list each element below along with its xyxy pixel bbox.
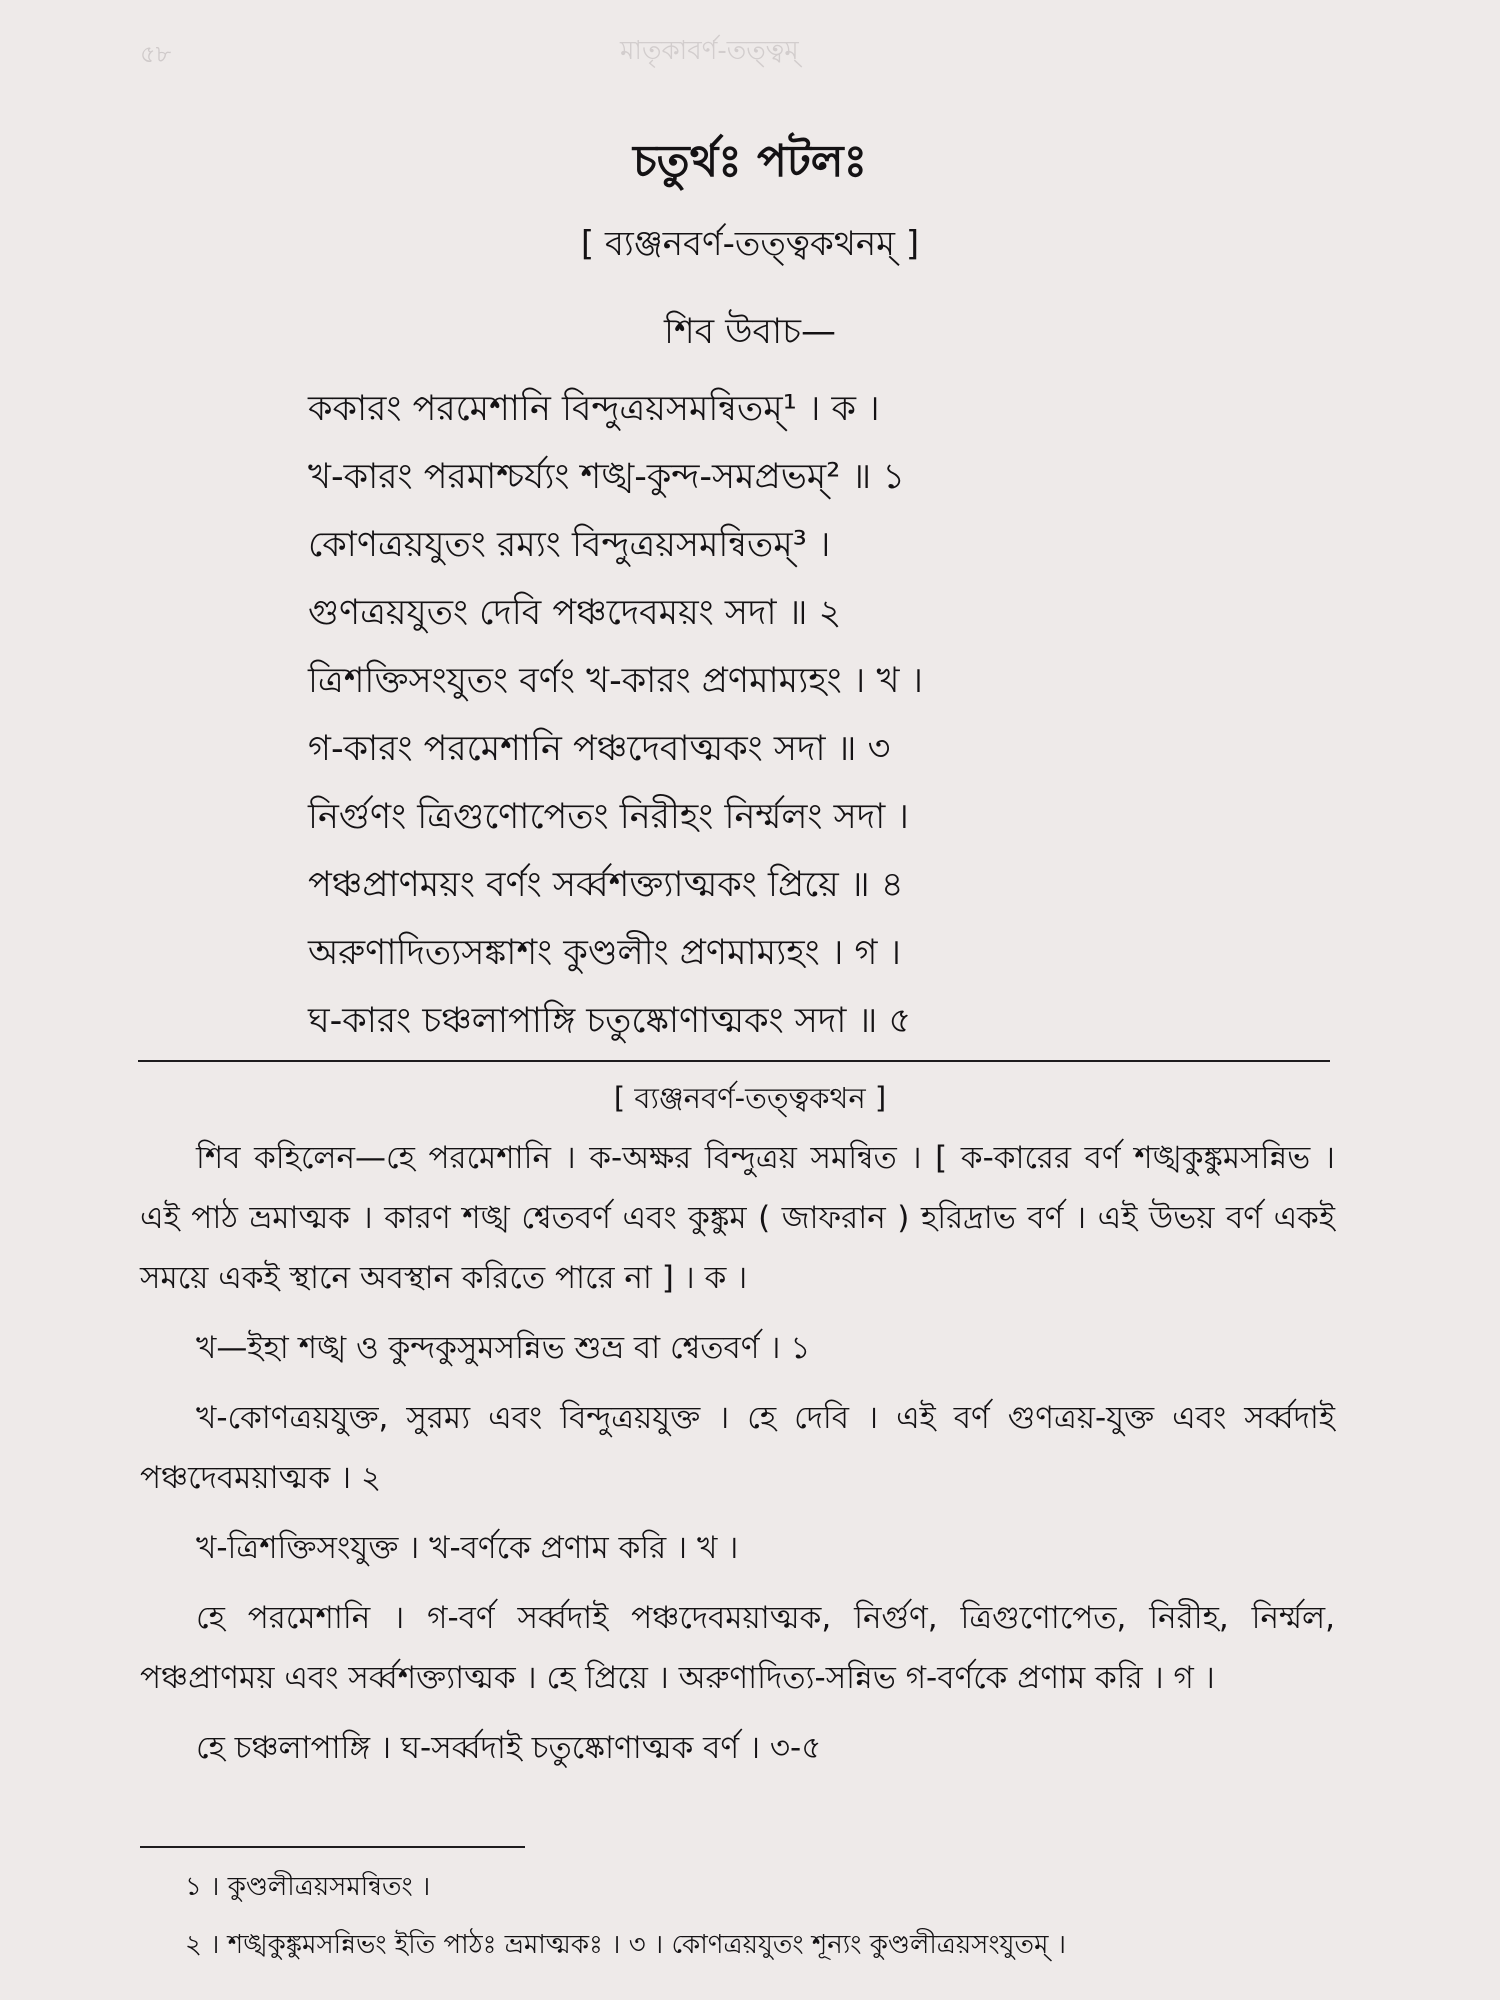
verse-line: ককারং পরমেশানি বিন্দুত্রয়সমন্বিতম্¹ । ক । [308,389,880,429]
footnote: ১ । কুণ্ডলীত্রয়সমন্বিতং । [185,1872,431,1902]
translation-heading: [ ব্যঞ্জনবর্ণ-তত্ত্বকথন ] [613,1081,887,1115]
sanskrit-verses [308,375,1428,1055]
verse-line: কোণত্রয়যুতং রম্যং বিন্দুত্রয়সমন্বিতম্³ । [308,525,831,565]
bleed-through-running-head: মাতৃকাবর্ণ-তত্ত্বম্ [620,36,799,66]
bleed-through-page-number: ৫৮ [140,40,172,68]
chapter-subtitle: [ ব্যঞ্জনবর্ণ-তত্ত্বকথনম্ ] [580,224,920,264]
translation-paragraph: হে চঞ্চলাপাঙ্গি । ঘ-সর্ব্বদাই চতুষ্কোণাত্মক বর্ণ । ৩-৫ [196,1730,822,1766]
footnote-divider [140,1846,525,1848]
translation-body [140,1128,1335,1788]
verse-line: গ-কারং পরমেশানি পঞ্চদেবাত্মকং সদা ॥ ৩ [308,729,891,769]
verse-line: ত্রিশক্তিসংযুতং বর্ণং খ-কারং প্রণমাম্যহং । খ । [308,661,924,701]
speaker-line: শিব উবাচ— [663,312,837,352]
translation-paragraph: খ-ত্রিশক্তিসংযুক্ত । খ-বর্ণকে প্রণাম করি । খ । [196,1530,739,1566]
verse-line: ঘ-কারং চঞ্চলাপাঙ্গি চতুষ্কোণাত্মকং সদা ॥ ৫ [308,1001,912,1041]
verse-line: পঞ্চপ্রাণময়ং বর্ণং সর্ব্বশক্ত্যাত্মকং প্রিয়ে ॥ ৪ [308,865,904,905]
translation-paragraph: খ—ইহা শঙ্খ ও কুন্দকুসুমসন্নিভ শুভ্র বা শ্বেতবর্ণ । ১ [196,1330,811,1366]
verse-line: খ-কারং পরমাশ্চর্য্যং শঙ্খ-কুন্দ-সমপ্রভম্² ॥ ১ [308,457,906,497]
chapter-title: চতুর্থঃ পটলঃ [632,136,868,187]
translation-paragraph: খ-কোণত্রয়যুক্ত, সুরম্য এবং বিন্দুত্রয়যুক্ত । হে দেবি । এই বর্ণ গুণত্রয়-যুক্ত এবং সর্ব্বদাই পঞ্চদেবময়াত্মক । ২ [140,1400,1335,1496]
verse-line: নির্গুণং ত্রিগুণোপেতং নিরীহং নির্ম্মলং সদা । [308,797,909,837]
verse-line: গুণত্রয়যুতং দেবি পঞ্চদেবময়ং সদা ॥ ২ [308,593,842,633]
translation-paragraph: শিব কহিলেন—হে পরমেশানি । ক-অক্ষর বিন্দুত্রয় সমন্বিত । [ ক-কারের বর্ণ শঙ্খকুঙ্কুমসন্নিভ । এই পাঠ ভ্রমাত্মক । কারণ শঙ্খ শ্বেতবর্ণ এবং কুঙ্কুম ( জাফরান ) হরিদ্রাভ বর্ণ । এই উভয় বর্ণ একই সময়ে একই স্থানে অবস্থান করিতে পারে না ] । ক । [140,1140,1335,1296]
translation-paragraph: হে পরমেশানি । গ-বর্ণ সর্ব্বদাই পঞ্চদেবময়াত্মক, নির্গুণ, ত্রিগুণোপেত, নিরীহ, নির্ম্মল, পঞ্চপ্রাণময় এবং সর্ব্বশক্ত্যাত্মক । হে প্রিয়ে । অরুণাদিত্য-সন্নিভ গ-বর্ণকে প্রণাম করি । গ । [140,1600,1335,1696]
verse-line: অরুণাদিত্যসঙ্কাশং কুণ্ডলীং প্রণমাম্যহং । গ । [308,933,902,973]
footnote: ২ । শঙ্খকুঙ্কুমসন্নিভং ইতি পাঠঃ ভ্রমাত্মকঃ । ৩ । কোণত্রয়যুতং শূন্যং কুণ্ডলীত্রয়সংযুতম্ । [185,1930,1067,1960]
section-divider [138,1060,1330,1062]
footnotes [185,1858,1385,1974]
